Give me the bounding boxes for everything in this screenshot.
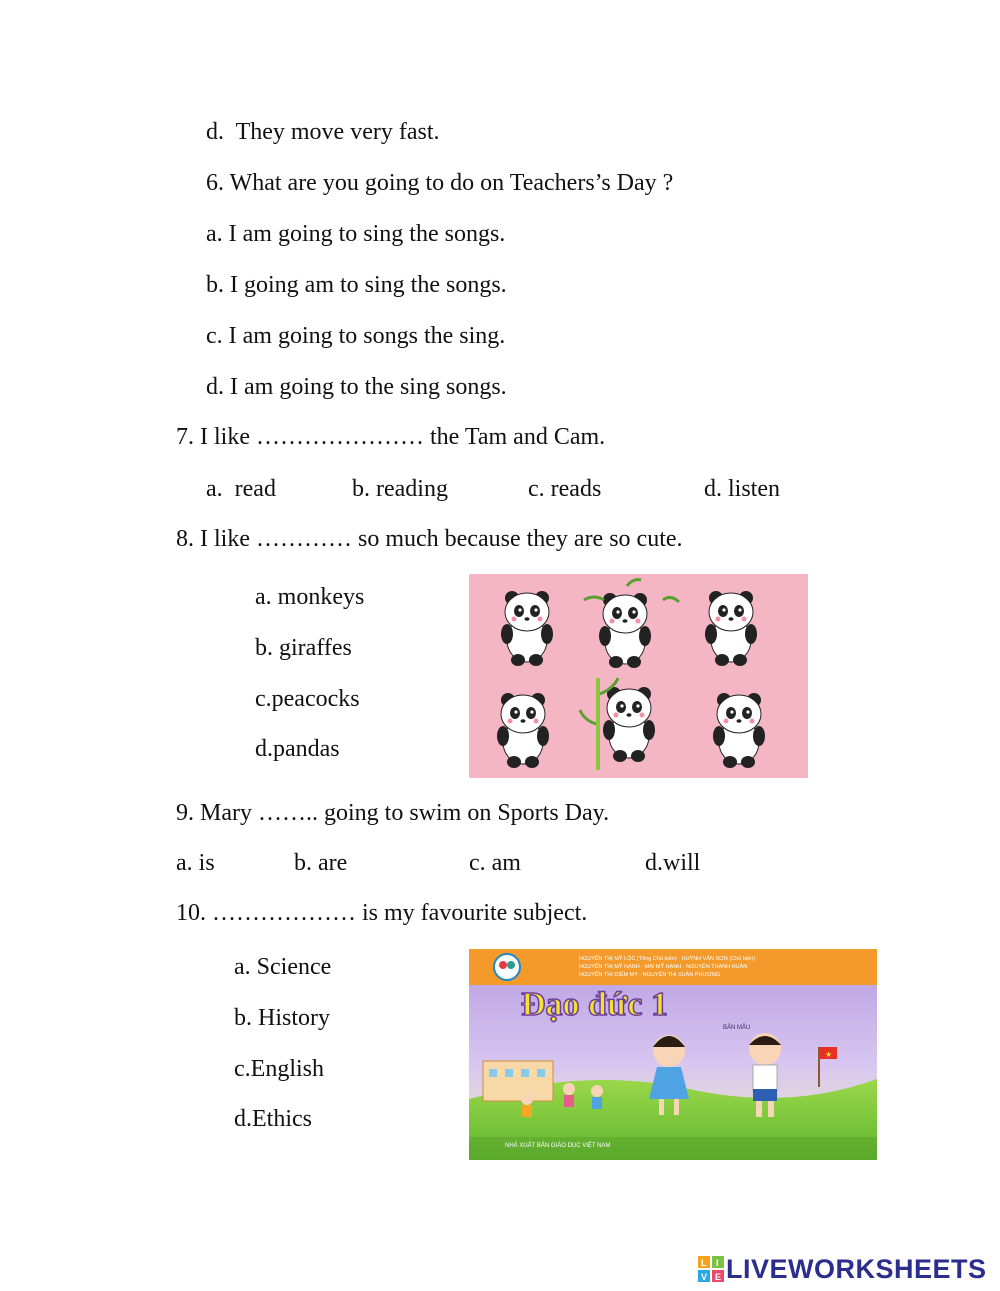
q7-option-c[interactable]: c. reads bbox=[528, 476, 602, 502]
pandas-image bbox=[469, 574, 808, 778]
q6-option-a[interactable]: a. I am going to sing the songs. bbox=[206, 221, 506, 247]
q7-option-d[interactable]: d. listen bbox=[704, 476, 780, 502]
panda-4 bbox=[497, 693, 549, 768]
panda-5 bbox=[603, 687, 655, 762]
svg-text:I: I bbox=[716, 1258, 719, 1268]
liveworksheets-logo-icon bbox=[698, 1256, 724, 1282]
q9-option-a[interactable]: a. is bbox=[176, 850, 215, 876]
svg-text:★: ★ bbox=[825, 1050, 833, 1059]
ethics-book-cover-image bbox=[469, 949, 877, 1160]
pandas-illustration bbox=[469, 574, 808, 778]
q9-option-c[interactable]: c. am bbox=[469, 850, 521, 876]
panda-3 bbox=[705, 591, 757, 666]
book-logo-icon bbox=[494, 954, 520, 980]
panda-6 bbox=[713, 693, 765, 768]
book-authors-1: NGUYỄN THỊ MỸ LỘC (Tổng Chủ biên) · HUỲNH VĂN SƠN (Chủ biên) bbox=[579, 956, 756, 962]
liveworksheets-brand[interactable] bbox=[698, 1253, 987, 1285]
book-publisher: NHÀ XUẤT BẢN GIÁO DỤC VIỆT NAM bbox=[505, 1143, 611, 1149]
q8-option-c[interactable]: c.peacocks bbox=[255, 686, 360, 712]
q10-option-c[interactable]: c.English bbox=[234, 1056, 324, 1082]
q10-option-d[interactable]: d.Ethics bbox=[234, 1106, 312, 1132]
q9-option-d[interactable]: d.will bbox=[645, 850, 701, 876]
book-title: Đạo đức 1 bbox=[521, 986, 668, 1023]
liveworksheets-wordmark: LIVEWORKSHEETS bbox=[726, 1253, 987, 1284]
q8-option-a[interactable]: a. monkeys bbox=[255, 584, 365, 610]
book-cover-illustration bbox=[469, 949, 877, 1160]
panda-1 bbox=[501, 591, 553, 666]
svg-text:E: E bbox=[715, 1272, 722, 1282]
q8-option-b[interactable]: b. giraffes bbox=[255, 635, 352, 661]
book-subtitle: BẢN MẪU bbox=[723, 1025, 751, 1031]
bamboo-stalk bbox=[596, 678, 600, 770]
q9-question: 9. Mary …….. going to swim on Sports Day. bbox=[176, 800, 610, 826]
q7-option-b[interactable]: b. reading bbox=[352, 476, 448, 502]
q5-option-d: d. They move very fast. bbox=[206, 119, 440, 145]
q8-option-d[interactable]: d.pandas bbox=[255, 736, 340, 762]
svg-text:V: V bbox=[701, 1272, 708, 1282]
q6-option-b[interactable]: b. I going am to sing the songs. bbox=[206, 272, 507, 298]
q6-option-c[interactable]: c. I am going to songs the sing. bbox=[206, 323, 506, 349]
q9-option-b[interactable]: b. are bbox=[294, 850, 348, 876]
svg-text:L: L bbox=[701, 1258, 707, 1268]
q10-question: 10. ……………… is my favourite subject. bbox=[176, 900, 588, 926]
q8-question: 8. I like ………… so much because they are so cute. bbox=[176, 526, 683, 552]
q6-question: 6. What are you going to do on Teachers’s Day ? bbox=[206, 170, 674, 196]
q7-question: 7. I like ………………… the Tam and Cam. bbox=[176, 424, 606, 450]
q7-option-a[interactable]: a. read bbox=[206, 476, 276, 502]
book-authors-3: NGUYỄN THỊ DIỄM MY · NGUYỄN THỊ XUÂN PHƯƠNG bbox=[579, 972, 721, 978]
book-authors-2: NGUYỄN THỊ MỸ HẠNH · MAI MỸ HẠNH · NGUYỄN THANH HUÂN bbox=[579, 964, 748, 970]
q10-option-b[interactable]: b. History bbox=[234, 1005, 330, 1031]
panda-2 bbox=[599, 593, 651, 668]
q10-option-a[interactable]: a. Science bbox=[234, 954, 332, 980]
q6-option-d[interactable]: d. I am going to the sing songs. bbox=[206, 374, 507, 400]
